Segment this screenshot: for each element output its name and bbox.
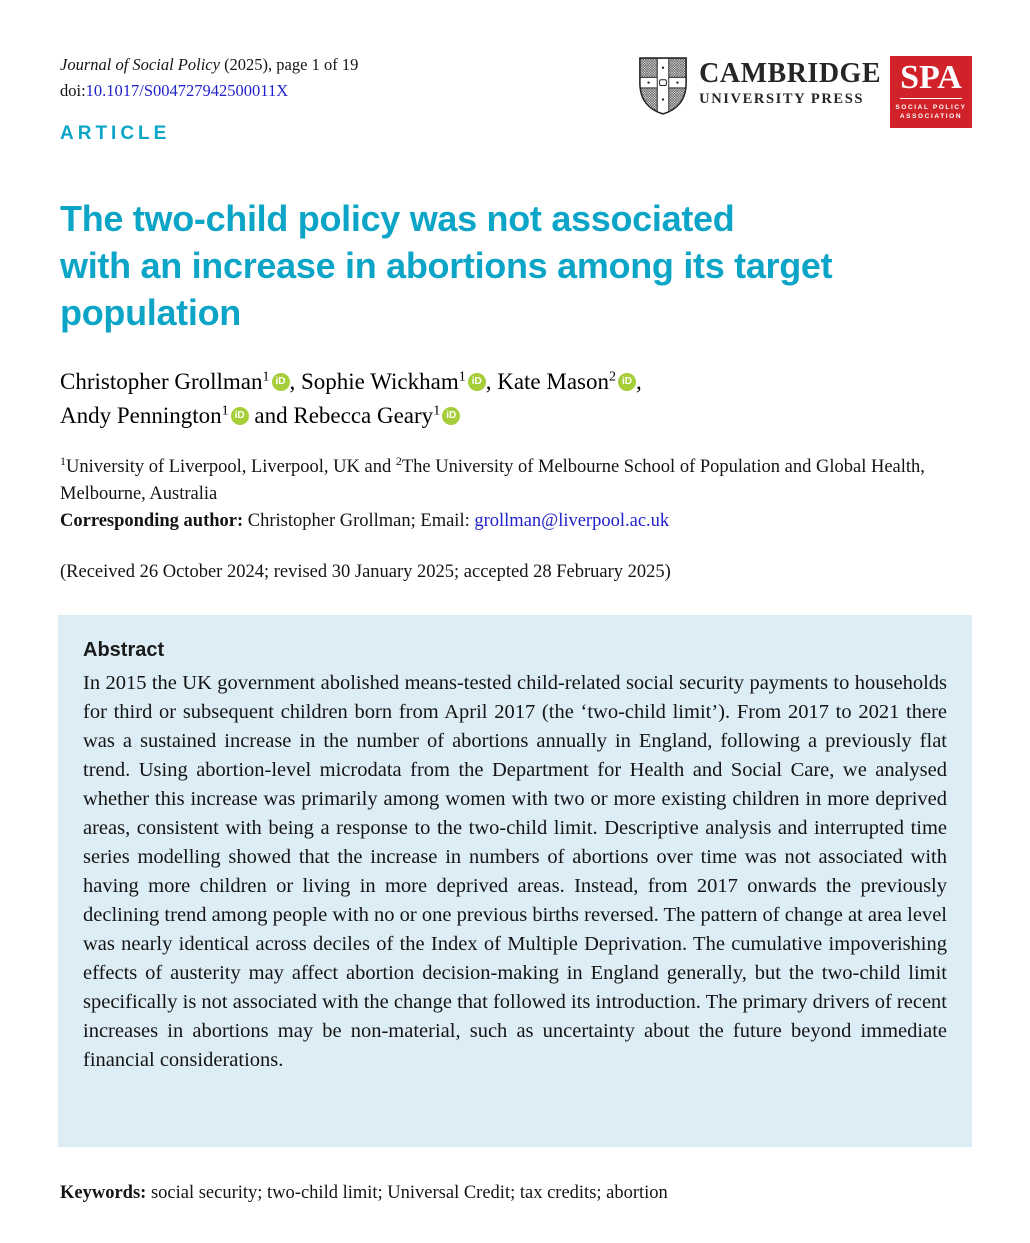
received-dates: (Received 26 October 2024; revised 30 January 2025; accepted 28 February 2025): [60, 562, 671, 582]
author-affiliation-sup: 2: [609, 369, 616, 385]
doi-link[interactable]: 10.1017/S004727942500011X: [85, 81, 289, 100]
affiliation-sup: 2: [395, 453, 402, 468]
author-name: Christopher Grollman: [60, 369, 263, 394]
author-name: Andy Pennington: [60, 403, 222, 428]
cambridge-logo: [637, 56, 881, 121]
orcid-icon[interactable]: iD: [442, 407, 460, 425]
journal-citation: [60, 52, 358, 78]
cambridge-shield-icon: [637, 56, 689, 121]
cambridge-name: CAMBRIDGE: [699, 58, 881, 89]
author-affiliation-sup: 1: [262, 369, 270, 385]
correspondence-email-link[interactable]: grollman@liverpool.ac.uk: [474, 511, 670, 531]
keywords-text: social security; two-child limit; Universal Credit; tax credits; abortion: [146, 1183, 668, 1203]
abstract-heading: Abstract: [83, 639, 165, 661]
page-header: [60, 0, 972, 145]
author-affiliation-sup: 1: [458, 369, 466, 385]
orcid-icon[interactable]: iD: [468, 373, 486, 391]
correspondence-label: Corresponding author:: [60, 511, 244, 531]
keywords-label: Keywords:: [60, 1183, 147, 1203]
doi-label: doi:: [60, 81, 86, 100]
affiliation-text: University of Liverpool, Liverpool, UK and: [66, 457, 396, 477]
author-name: Sophie Wickham: [301, 369, 459, 394]
spa-line1: SOCIAL POLICY: [895, 104, 967, 111]
spa-logo: [890, 56, 972, 128]
correspondence-text: Christopher Grollman; Email:: [243, 511, 475, 531]
article-title: [60, 195, 972, 336]
affiliation-text: The University of Melbourne School of Population and Global Health, Melbourne, Australia: [60, 457, 925, 504]
article-type-label: ARTICLE: [60, 123, 171, 144]
abstract-box: [58, 615, 972, 1147]
affiliations: [60, 454, 972, 508]
author-line: Christopher Grollman$^1$ iD , Sophie Wickham$^1$ iD , Kate Mason$^2$ iD ,: [60, 369, 642, 394]
author-name: Rebecca Geary: [293, 403, 434, 428]
doi-line: [60, 78, 358, 104]
author-line: Andy Pennington$^1$ iD and Rebecca Geary$^1$ iD: [60, 399, 972, 433]
spa-divider: [900, 98, 962, 99]
journal-meta: (2025), page 1 of 19: [219, 55, 359, 74]
author-affiliation-sup: 1: [221, 403, 229, 419]
journal-info: [60, 52, 358, 145]
journal-name: Journal of Social Policy: [60, 55, 220, 74]
orcid-icon[interactable]: iD: [618, 373, 636, 391]
correspondence-line: [60, 508, 972, 535]
spa-acronym: SPA: [900, 59, 962, 96]
spa-line2: ASSOCIATION: [899, 113, 963, 120]
abstract-text: In 2015 the UK government abolished means-tested child-related social security payments to households for third or subsequent children born from April 2017 (the ‘two-child limit’). From 2017 to 2021 there was a sustained increase in the number of abortions annually in England, following a previously flat trend. Using abortion-level microdata from the Department for Health and Social Care, we analysed whether this increase was primarily among women with two or more existing children in more deprived areas, consistent with being a response to the two-child limit. Descriptive analysis and interrupted time series modelling showed that the increase in numbers of abortions over time was not associated with having more children or living in more deprived areas. Instead, from 2017 onwards the previously declining trend among people with no or one previous births reversed. The pattern of change at area level was nearly identical across deciles of the Index of Multiple Deprivation. The cumulative impoverishing effects of austerity may affect abortion decision-making in England generally, but the two-child limit specifically is not associated with the change that followed its introduction. The primary drivers of recent increases in abortions may be non-material, such as uncertainty about the future beyond immediate financial considerations.: [83, 672, 947, 1071]
affiliation-sup: 1: [60, 453, 66, 468]
cambridge-wordmark: [699, 59, 881, 108]
orcid-icon[interactable]: iD: [231, 407, 249, 425]
title-line: with an increase in abortions among its target: [60, 245, 833, 286]
publisher-logos: [637, 56, 972, 128]
keywords-line: [60, 1180, 972, 1207]
author-lines: [60, 365, 972, 433]
title-line: population: [60, 292, 241, 333]
title-line: The two-child policy was not associated: [60, 198, 735, 239]
author-name: Kate Mason: [497, 369, 609, 394]
author-affiliation-sup: 1: [433, 403, 441, 419]
cambridge-subtitle: UNIVERSITY PRESS: [699, 91, 865, 107]
orcid-icon[interactable]: iD: [272, 373, 290, 391]
